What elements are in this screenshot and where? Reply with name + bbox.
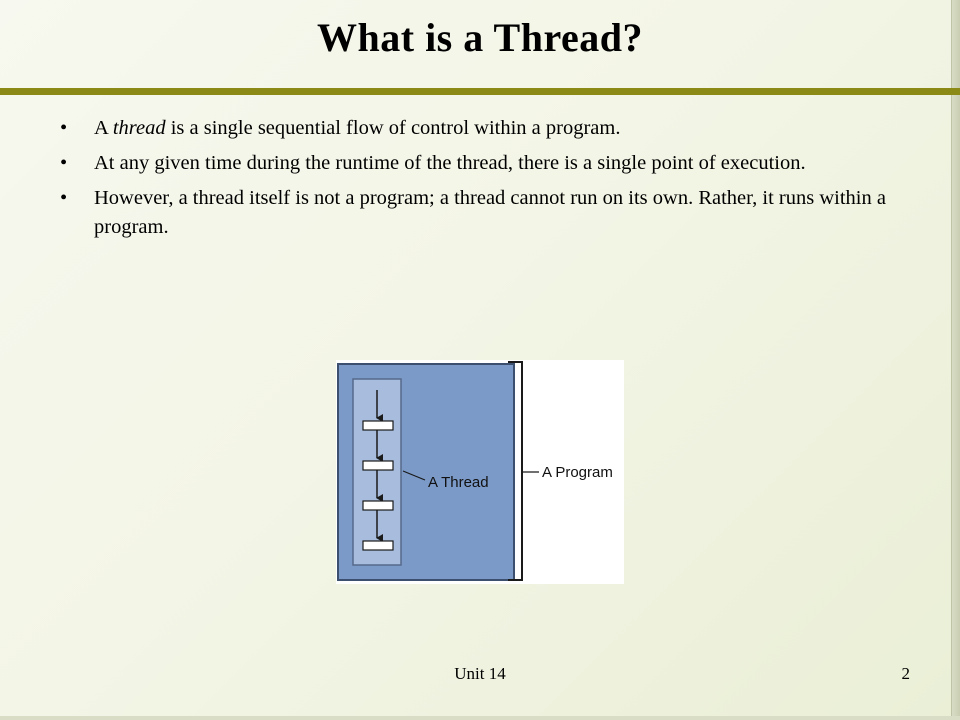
flow-step	[363, 461, 393, 470]
thread-diagram	[336, 360, 624, 584]
program-label: A Program	[542, 464, 613, 481]
footer-page-number: 2	[901, 664, 910, 683]
slide-right-edge	[951, 0, 960, 720]
bullet-text: However, a thread itself is not a program; a thread cannot run on its own. Rather, it runs within a program.	[94, 187, 886, 238]
thread-label: A Thread	[428, 474, 489, 491]
bullet-item	[58, 149, 908, 178]
flow-step	[363, 541, 393, 550]
bullet-text-emphasis: thread	[112, 117, 166, 139]
slide-title: What is a Thread?	[317, 15, 643, 60]
slide-bottom-edge	[0, 716, 960, 720]
bullet-text: At any given time during the runtime of the thread, there is a single point of execution.	[94, 152, 806, 174]
bullet-dot: •	[60, 152, 68, 174]
bullet-item	[58, 184, 908, 242]
title-divider	[0, 88, 960, 95]
bullet-list	[58, 114, 908, 248]
thread-diagram-svg	[336, 360, 624, 584]
flow-step	[363, 501, 393, 510]
bullet-dot: •	[60, 117, 68, 139]
flow-step	[363, 421, 393, 430]
bullet-item	[58, 114, 908, 143]
footer-unit: Unit 14	[454, 664, 506, 683]
bullet-text-post: is a single sequential flow of control within a program.	[165, 117, 621, 139]
bullet-dot: •	[60, 187, 68, 209]
bullet-text-pre: A	[94, 117, 113, 139]
